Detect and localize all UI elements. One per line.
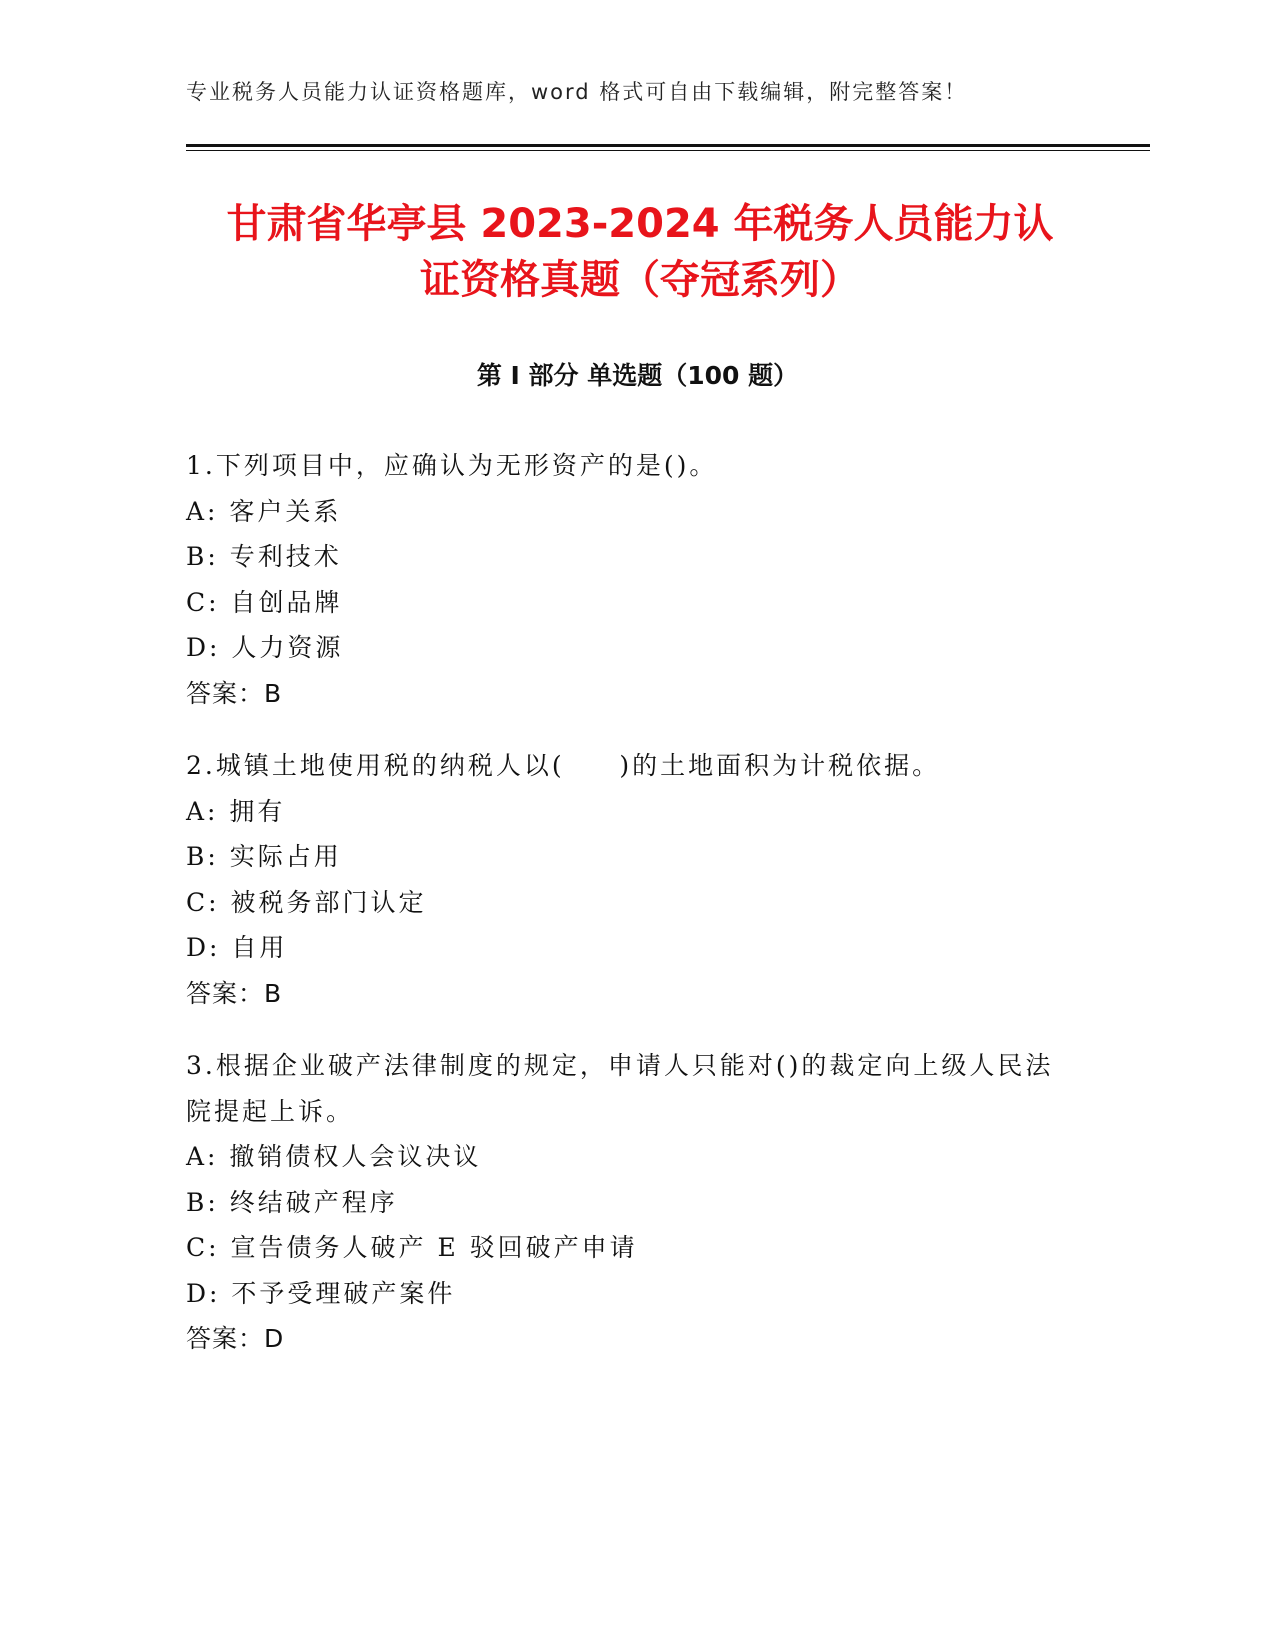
header-rule-thin	[186, 150, 1150, 151]
document-title-line2: 证资格真题（夺冠系列）	[420, 257, 860, 303]
document-title	[190, 196, 1090, 308]
header-note: 专业税务人员能力认证资格题库，word 格式可自由下载编辑，附完整答案！	[186, 80, 968, 104]
option-a: A: 拥有	[186, 796, 286, 826]
option-a: A: 客户关系	[186, 496, 342, 526]
option-b: B: 实际占用	[186, 842, 342, 871]
option-b: B: 终结破产程序	[186, 1187, 398, 1217]
option-a: A: 撤销债权人会议决议	[186, 1142, 482, 1171]
option-d: D: 不予受理破产案件	[186, 1278, 456, 1308]
question-1	[186, 443, 1086, 716]
answer: 答案：B	[186, 978, 283, 1008]
answer: 答案：B	[186, 678, 283, 708]
header-rule-thick	[186, 144, 1150, 147]
option-b: B: 专利技术	[186, 542, 342, 571]
section-title: 第 I 部分 单选题（100 题）	[476, 361, 799, 390]
question-stem: 2.城镇土地使用税的纳税人以( )的土地面积为计税依据。	[186, 751, 941, 780]
option-d: D: 自用	[186, 933, 288, 962]
question-3	[186, 1043, 1086, 1362]
answer: 答案：D	[186, 1324, 285, 1353]
option-c: C: 自创品牌	[186, 587, 343, 617]
question-list	[186, 443, 1086, 1389]
question-2	[186, 743, 1086, 1016]
option-d: D: 人力资源	[186, 633, 344, 662]
question-stem: 3.根据企业破产法律制度的规定，申请人只能对()的裁定向上级人民法院提起上诉。	[186, 1051, 1054, 1126]
question-stem: 1.下列项目中，应确认为无形资产的是()。	[186, 451, 718, 480]
option-c: C: 宣告债务人破产 E 驳回破产申请	[186, 1233, 638, 1262]
option-c: C: 被税务部门认定	[186, 887, 427, 917]
document-title-line1: 甘肃省华亭县 2023-2024 年税务人员能力认	[226, 201, 1054, 247]
